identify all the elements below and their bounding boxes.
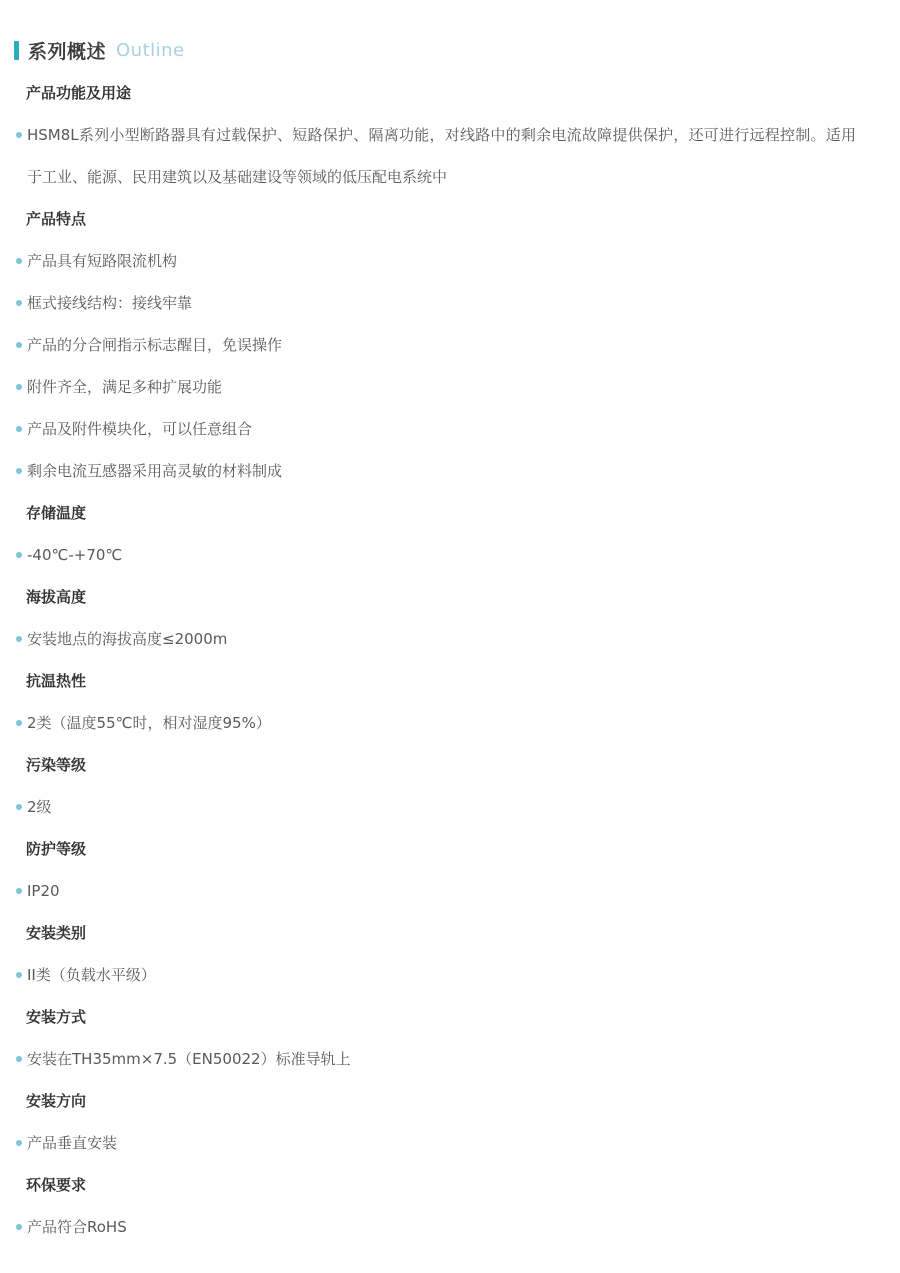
section-heading: 产品功能及用途 (26, 84, 132, 102)
section-heading: 环保要求 (26, 1176, 87, 1194)
section-heading: 防护等级 (26, 840, 87, 858)
list-item (0, 1038, 900, 1080)
list-item-text: 产品及附件模块化，可以任意组合 (27, 420, 253, 438)
bullet-icon (16, 1224, 22, 1230)
page-title-en: Outline (116, 39, 185, 61)
section-heading: 安装类别 (26, 924, 87, 942)
list-item-text: 剩余电流互感器采用高灵敏的材料制成 (27, 462, 283, 480)
list-item (0, 786, 900, 828)
list-item (0, 408, 900, 450)
bullet-icon (16, 1056, 22, 1062)
list-item-text: 2类（温度55℃时，相对湿度95%） (27, 714, 271, 732)
bullet-icon (16, 468, 22, 474)
list-item (0, 450, 900, 492)
list-item-text: 2级 (27, 798, 52, 816)
list-item (0, 282, 900, 324)
page-title (14, 39, 900, 61)
list-item-text: 安装地点的海拔高度≤2000m (27, 630, 228, 648)
list-item (0, 114, 900, 198)
title-accent-bar-icon (14, 41, 19, 60)
section-heading: 安装方向 (26, 1092, 87, 1110)
bullet-icon (16, 636, 22, 642)
list-item-text: -40℃-+70℃ (27, 546, 123, 564)
bullet-icon (16, 384, 22, 390)
bullet-icon (16, 342, 22, 348)
list-item-text: IP20 (27, 882, 60, 900)
section-heading: 存储温度 (26, 504, 87, 522)
list-item (0, 1122, 900, 1164)
list-item (0, 618, 900, 660)
bullet-icon (16, 804, 22, 810)
list-item-text: 安装在TH35mm×7.5（EN50022）标准导轨上 (27, 1050, 351, 1068)
list-item-text: 产品具有短路限流机构 (27, 252, 178, 270)
list-item-text: 产品垂直安装 (27, 1134, 118, 1152)
list-item (0, 1206, 900, 1248)
section-heading: 抗温热性 (26, 672, 87, 690)
list-item (0, 366, 900, 408)
list-item-text: 框式接线结构：接线牢靠 (27, 294, 193, 312)
list-item-text: HSM8L系列小型断路器具有过载保护、短路保护、隔离功能，对线路中的剩余电流故障提供保护，还可进行远程控制。适用于工业、能源、民用建筑以及基础建设等领域的低压配电系统中 (27, 126, 856, 186)
bullet-icon (16, 300, 22, 306)
bullet-icon (16, 132, 22, 138)
bullet-icon (16, 258, 22, 264)
page-title-cn: 系列概述 (28, 40, 107, 63)
section-heading: 安装方式 (26, 1008, 87, 1026)
list-item (0, 954, 900, 996)
sections-container (0, 72, 900, 1248)
list-item-text: 产品符合RoHS (27, 1218, 127, 1236)
bullet-icon (16, 720, 22, 726)
section-heading: 污染等级 (26, 756, 87, 774)
list-item-text: II类（负载水平级） (27, 966, 156, 984)
bullet-icon (16, 552, 22, 558)
section-heading: 海拔高度 (26, 588, 87, 606)
list-item (0, 534, 900, 576)
list-item (0, 870, 900, 912)
list-item (0, 702, 900, 744)
list-item-text: 产品的分合闸指示标志醒目，免误操作 (27, 336, 283, 354)
bullet-icon (16, 972, 22, 978)
bullet-icon (16, 426, 22, 432)
list-item (0, 240, 900, 282)
section-heading: 产品特点 (26, 210, 87, 228)
bullet-icon (16, 1140, 22, 1146)
list-item-text: 附件齐全，满足多种扩展功能 (27, 378, 223, 396)
bullet-icon (16, 888, 22, 894)
list-item (0, 324, 900, 366)
